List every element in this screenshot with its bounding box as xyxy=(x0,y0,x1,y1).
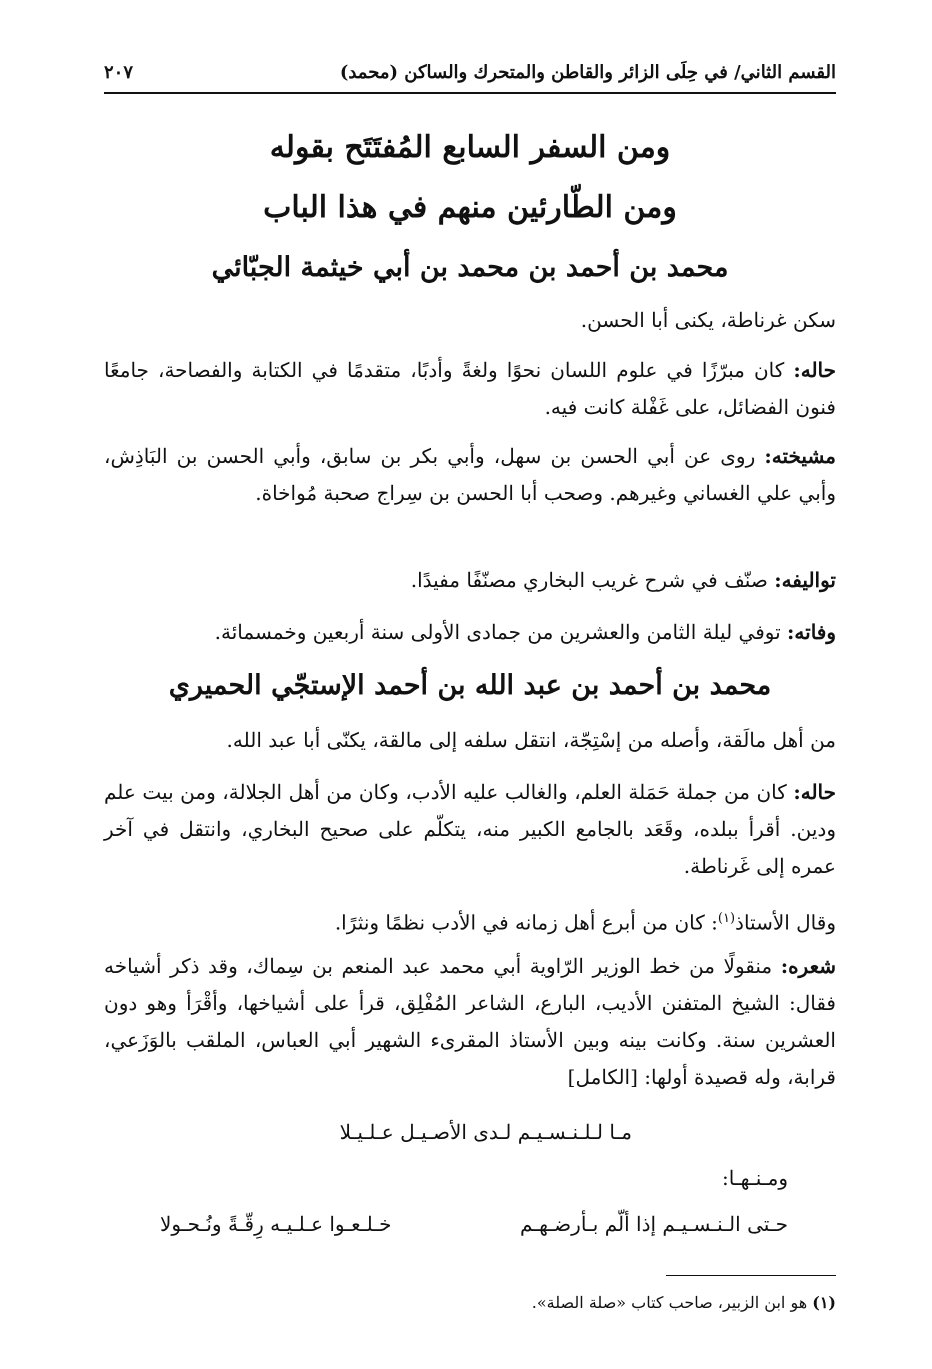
entry-title: محمد بن أحمد بن محمد بن أبي خيثمة الجبّائي xyxy=(211,252,729,283)
running-title: القسم الثاني/ في حِلَى الزائر والقاطن والمتحرك والساكن (محمد) xyxy=(339,62,836,83)
ustadh-text-before: وقال الأستاذ xyxy=(735,910,836,935)
wafat-label: وفاته: xyxy=(787,620,836,644)
shir-text: منقولًا من خط الوزير الرّاوية أبي محمد عبد المنعم بن سِماك، وقد ذكر أشياخه فقال: الشيخ المتفنن الأديب، البارع، الشاعر المُفْلِق، قرأ على أشياخها، وأقْرَأ وهو دون العشرين سنة. وكانت بينه وبين الأستاذ المقرىء الشهير أبي العباس، الملقب بالوَزَعي، قرابة، وله قصيدة أولها: [الكامل] xyxy=(104,954,836,1089)
ustadh-paragraph xyxy=(104,900,836,942)
wafat-text: توفي ليلة الثامن والعشرين من جمادى الأولى سنة أربعين وخمسمائة. xyxy=(214,620,781,644)
hal-label: حاله: xyxy=(793,358,837,382)
footnote xyxy=(104,1290,836,1316)
mashyakha-paragraph xyxy=(104,438,836,512)
wafat-paragraph xyxy=(104,614,836,651)
footnote-text: هو ابن الزبير، صاحب كتاب «صلة الصلة». xyxy=(531,1293,808,1312)
shir-label: شعره: xyxy=(780,954,836,978)
verse-line: مـا لـلـنـسـيـم لـدى الأصـيـل عـلـيـلا xyxy=(339,1120,632,1144)
running-header xyxy=(104,58,836,94)
hal-paragraph xyxy=(104,352,836,426)
entry-intro: من أهل مالَقة، وأصله من إسْتِجّة، انتقل سلفه إلى مالقة، يكنّى أبا عبد الله. xyxy=(226,728,836,752)
verse-hemistich-left: خـلـعـوا عـلـيـه رِقّـةً ونُـحـولا xyxy=(160,1212,392,1236)
mashyakha-text: روى عن أبي الحسن بن سهل، وأبي بكر بن سابق، وأبي الحسن بن البَاذِش، وأبي علي الغساني وغيرهم. وصحب أبا الحسن بن سِراج صحبة مُواخاة. xyxy=(104,444,836,505)
section-heading-line2: ومن الطّارئين منهم في هذا الباب xyxy=(263,190,677,225)
mashyakha-label: مشيخته: xyxy=(764,444,837,468)
section-heading-line1: ومن السفر السابع المُفتَتَح بقوله xyxy=(269,130,671,165)
hal-label: حاله: xyxy=(793,780,836,804)
entry-title: محمد بن أحمد بن عبد الله بن أحمد الإستجّي الحميري xyxy=(168,670,772,701)
entry-intro: سكن غرناطة، يكنى أبا الحسن. xyxy=(580,308,836,332)
shir-paragraph xyxy=(104,948,836,1096)
hal-text: كان من جملة حَمَلة العلم، والغالب عليه الأدب، وكان من أهل الجلالة، ومن بيت علم ودين. أقرأ ببلده، وقَعَد بالجامع الكبير منه، يتكلّم على صحيح البخاري، وانتقل في آخر عمره إلى غَرناطة. xyxy=(104,780,836,878)
page-number: ٢٠٧ xyxy=(104,62,134,83)
tawalif-text: صنّف في شرح غريب البخاري مصنّفًا مفيدًا. xyxy=(410,568,768,592)
hal-paragraph xyxy=(104,774,836,885)
footnote-marker: (١) xyxy=(812,1293,836,1312)
verse-hemistich-right: حـتى الـنـسـيـم إذا ألّم بـأرضـهـم xyxy=(519,1212,788,1236)
footnote-reference: (١) xyxy=(717,911,736,926)
tawalif-paragraph xyxy=(104,562,836,599)
footnote-separator xyxy=(666,1275,836,1276)
minha-label: ومـنـهـا: xyxy=(721,1166,788,1190)
ustadh-text-after: : كان من أبرع أهل زمانه في الأدب نظمًا ونثرًا. xyxy=(334,910,718,935)
tawalif-label: تواليفه: xyxy=(774,568,836,592)
hal-text: كان مبرّزًا في علوم اللسان نحوًا ولغةً وأدبًا، متقدمًا في الكتابة والفصاحة، جامعًا فنون الفضائل، على غَفْلة كانت فيه. xyxy=(104,358,836,419)
